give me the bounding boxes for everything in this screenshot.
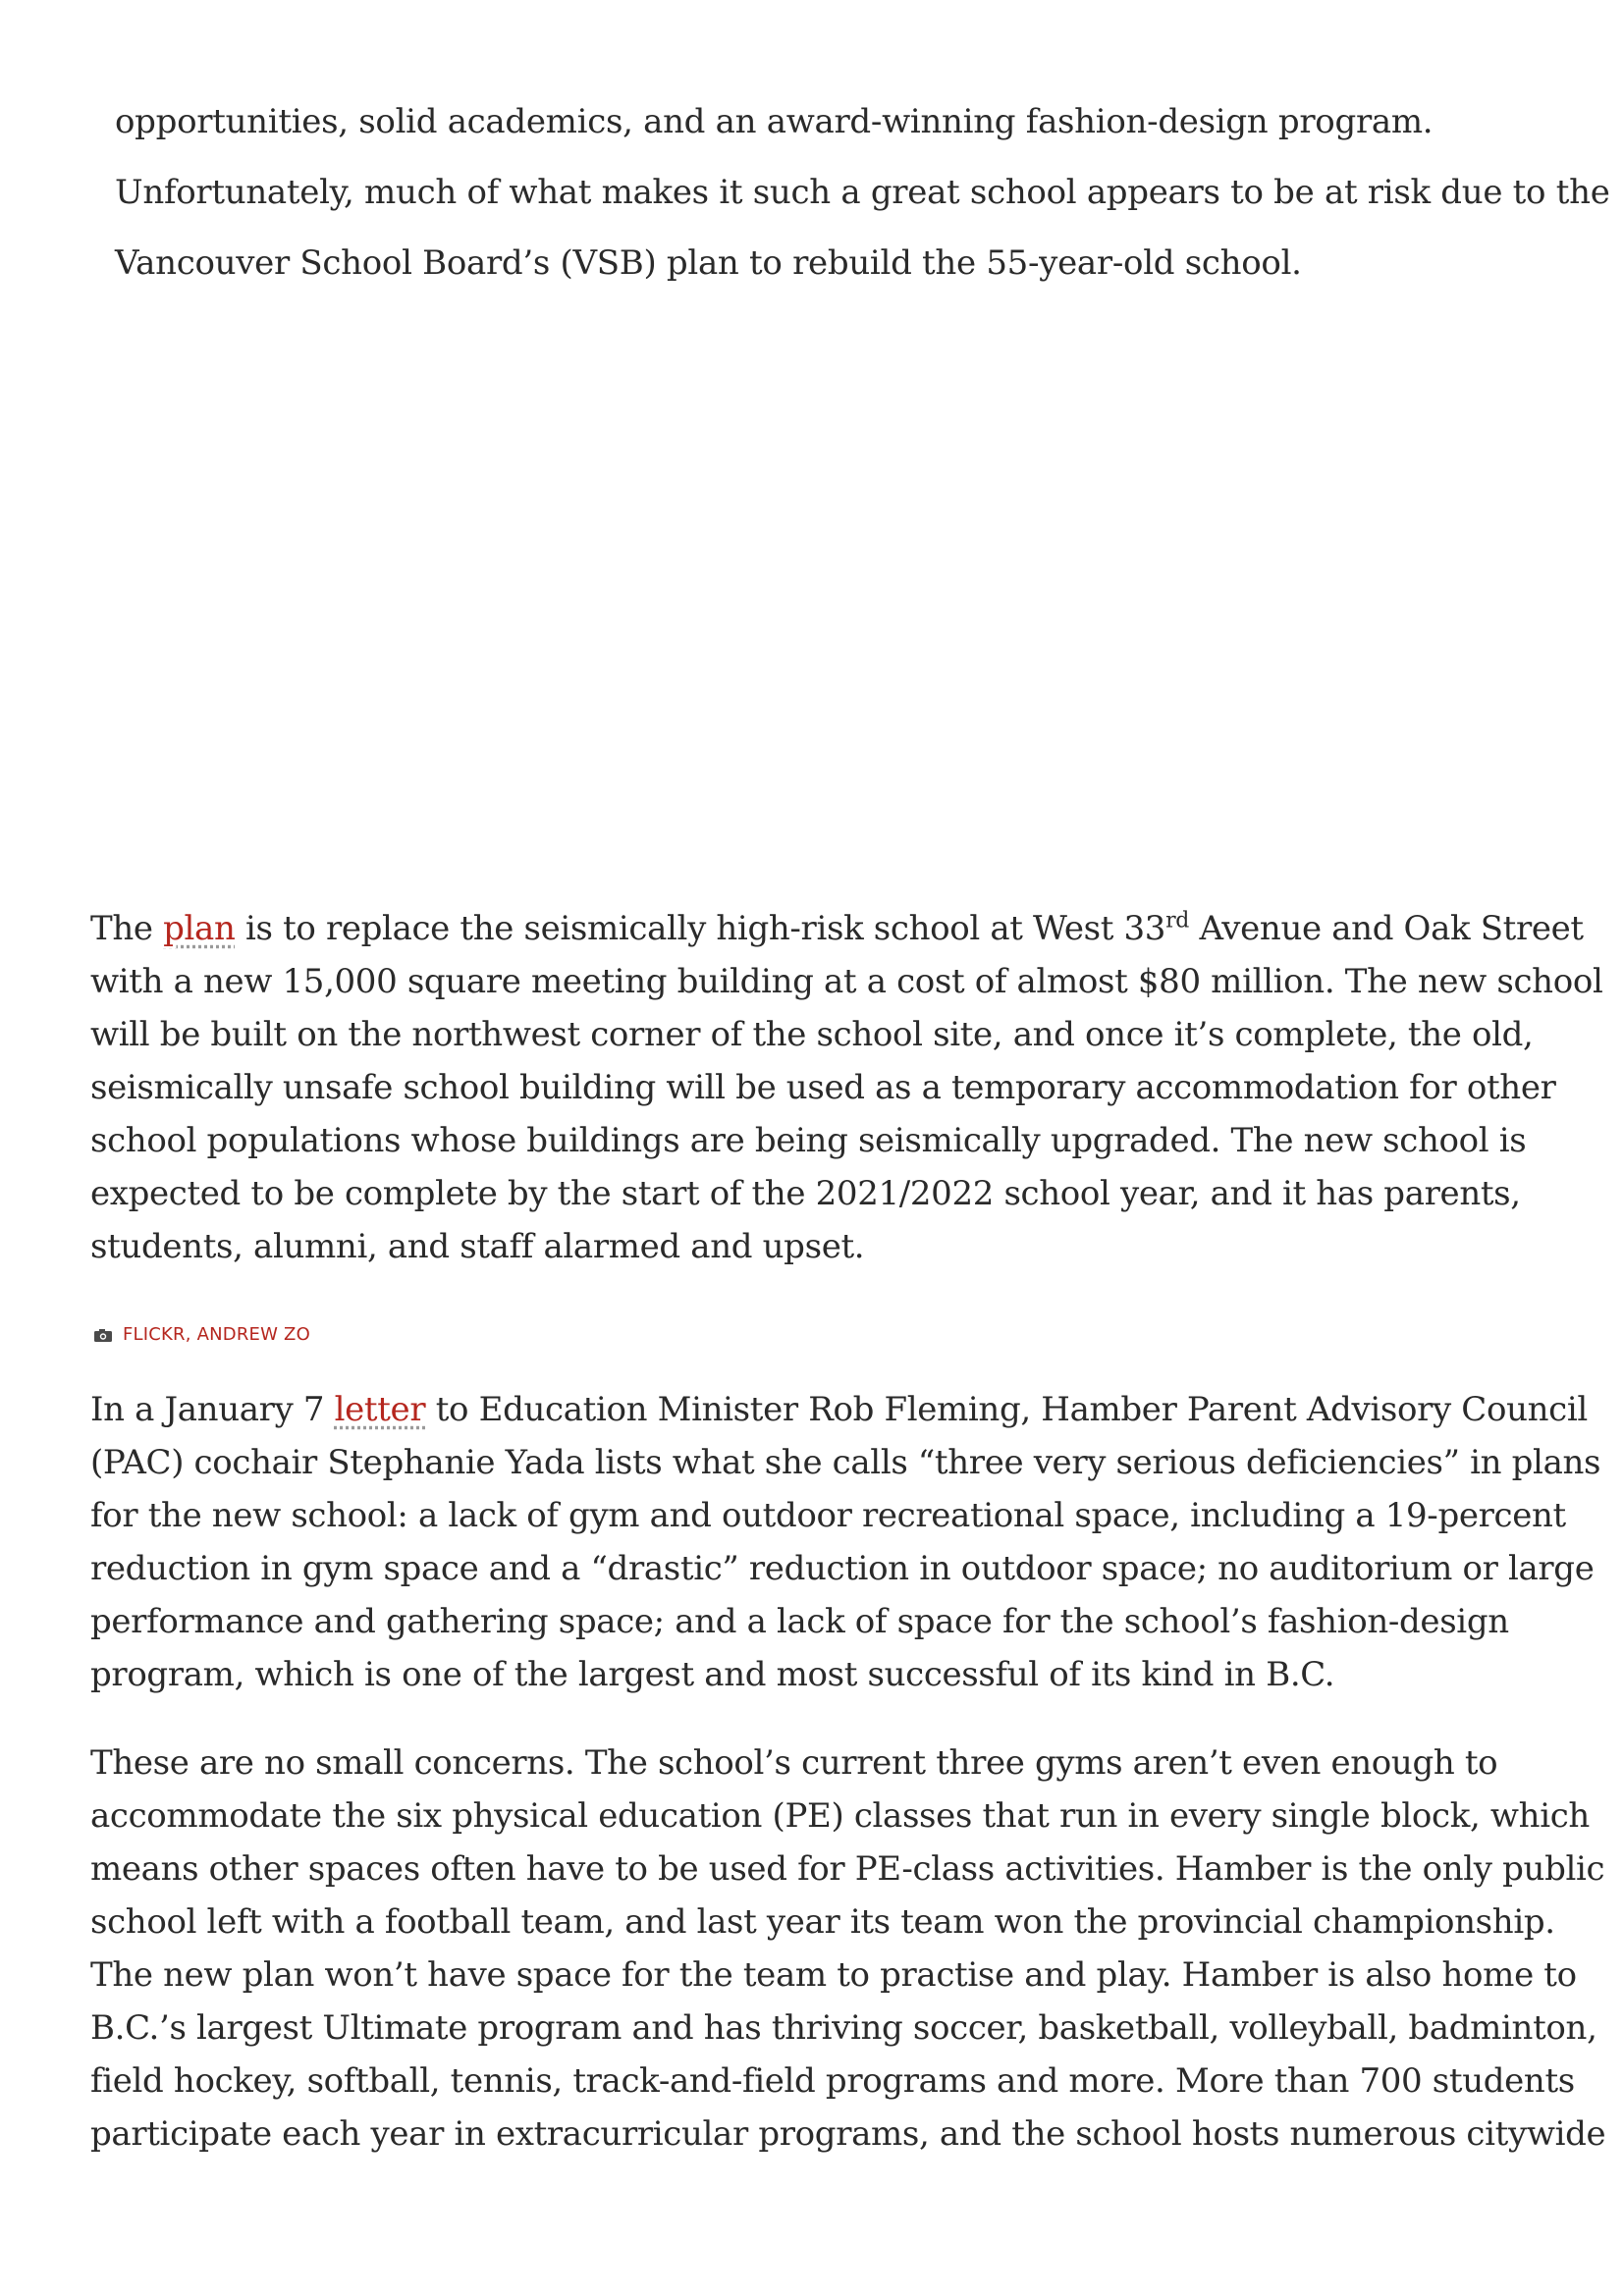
letter-paragraph-line-5: performance and gathering space; and a lack of space for the school’s fashion-design [90, 1602, 1509, 1641]
concerns-paragraph-line-2: accommodate the six physical education (PE) classes that run in every single block, which [90, 1796, 1590, 1836]
concerns-paragraph-line-1: These are no small concerns. The school’s current three gyms aren’t even enough to [90, 1743, 1498, 1783]
concerns-paragraph-line-3: means other spaces often have to be used for PE-class activities. Hamber is the only public [90, 1849, 1605, 1889]
plan-paragraph-line-7: students, alumni, and staff alarmed and upset. [90, 1227, 865, 1266]
intro-line-3: Vancouver School Board’s (VSB) plan to rebuild the 55-year-old school. [115, 243, 1302, 283]
letter-paragraph [90, 1383, 1601, 1701]
plan-paragraph-line-4: seismically unsafe school building will be used as a temporary accommodation for other [90, 1068, 1556, 1107]
concerns-paragraph-line-4: school left with a football team, and last year its team won the provincial championship. [90, 1902, 1555, 1942]
letter-paragraph-line-1 [90, 1383, 1588, 1436]
plan-paragraph-line-5: school populations whose buildings are being seismically upgraded. The new school is [90, 1121, 1527, 1160]
plan-paragraph-line-1 [90, 902, 1584, 955]
concerns-paragraph [90, 1736, 1606, 2161]
letter-paragraph-lead: In a January 7 [90, 1390, 335, 1429]
concerns-paragraph-line-7: field hockey, softball, tennis, track-and-field programs and more. More than 700 students [90, 2061, 1575, 2101]
photo-credit-text[interactable]: FLICKR, ANDREW ZO [123, 1324, 310, 1345]
letter-link[interactable]: letter [334, 1390, 426, 1429]
plan-link[interactable]: plan [163, 909, 236, 948]
letter-paragraph-line-3: for the new school: a lack of gym and outdoor recreational space, including a 19-percent [90, 1496, 1566, 1535]
plan-paragraph-street: Avenue and Oak Street [1188, 909, 1584, 948]
intro-line-1: opportunities, solid academics, and an award-winning fashion-design program. [115, 102, 1434, 141]
letter-paragraph-line-6: program, which is one of the largest and most successful of its kind in B.C. [90, 1655, 1335, 1694]
plan-paragraph-line-2: with a new 15,000 square meeting building at a cost of almost $80 million. The new school [90, 962, 1603, 1001]
intro-line-2: Unfortunately, much of what makes it such a great school appears to be at risk due to the [115, 173, 1610, 212]
letter-paragraph-line-2: (PAC) cochair Stephanie Yada lists what she calls “three very serious deficiencies” in plans [90, 1443, 1601, 1482]
concerns-paragraph-line-8: participate each year in extracurricular programs, and the school hosts numerous citywide [90, 2114, 1606, 2154]
concerns-paragraph-line-6: B.C.’s largest Ultimate program and has thriving soccer, basketball, volleyball, badminton, [90, 2008, 1597, 2048]
plan-paragraph-lead: The [90, 909, 164, 948]
plan-paragraph-line-3: will be built on the northwest corner of the school site, and once it’s complete, the old, [90, 1015, 1534, 1054]
letter-paragraph-line-4: reduction in gym space and a “drastic” reduction in outdoor space; no auditorium or large [90, 1549, 1595, 1588]
letter-paragraph-rest: to Education Minister Rob Fleming, Hamber Parent Advisory Council [425, 1390, 1588, 1429]
photo-credit [93, 1324, 310, 1345]
plan-paragraph-line-6: expected to be complete by the start of the 2021/2022 school year, and it has parents, [90, 1174, 1521, 1213]
intro-paragraph [115, 86, 1610, 298]
plan-paragraph-address: is to replace the seismically high-risk school at West 33 [235, 909, 1166, 948]
concerns-paragraph-line-5: The new plan won’t have space for the team to practise and play. Hamber is also home to [90, 1955, 1577, 1995]
ordinal-superscript: rd [1165, 908, 1189, 934]
camera-icon [93, 1328, 113, 1342]
plan-paragraph [90, 902, 1603, 1273]
